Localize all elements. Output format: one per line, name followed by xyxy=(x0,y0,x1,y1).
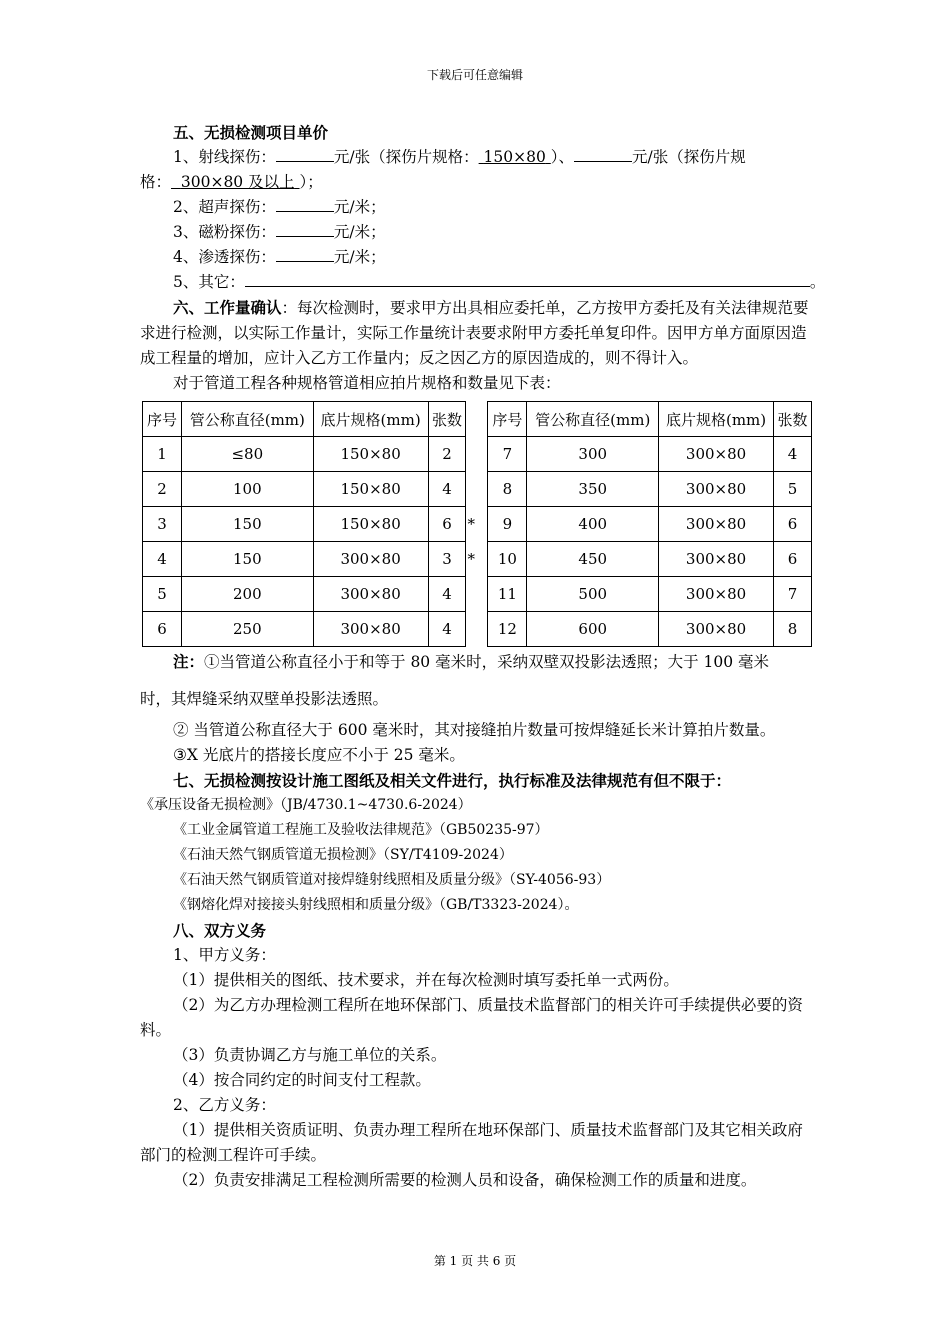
note1-text: ①当管道公称直径小于和等于 80 毫米时，采纳双壁双投影法透照；大于 100 毫米 xyxy=(204,653,770,671)
cell: 3 xyxy=(143,507,182,542)
col-header: 序号 xyxy=(143,402,182,437)
section7-title: 七、无损检测按设计施工图纸及相关文件进行，执行标准及法律规范有但不限于： xyxy=(173,771,732,790)
cell: 4 xyxy=(428,472,466,507)
standard-3: 《石油天然气钢质管道无损检测》（SY/T4109-2024） xyxy=(173,847,513,863)
cell: 300×80 xyxy=(659,612,774,647)
standard-5: 《钢熔化焊对接接头射线照相和质量分级》（GB/T3323-2024）。 xyxy=(173,897,579,913)
cell: 300×80 xyxy=(659,507,774,542)
mark-cell xyxy=(466,577,488,612)
item2-label: 2、超声探伤： xyxy=(173,198,276,216)
partyA-title: 1、甲方义务： xyxy=(173,946,276,964)
item5-line xyxy=(140,270,826,295)
price-blank-ultrasonic xyxy=(276,195,334,212)
cell: 10 xyxy=(488,542,527,577)
standard-2: 《工业金属管道工程施工及验收法律规范》（GB50235-97） xyxy=(173,822,549,838)
table-row xyxy=(143,612,812,647)
cell: 300×80 xyxy=(659,437,774,472)
cell: 4 xyxy=(428,612,466,647)
table-row xyxy=(143,542,812,577)
cell: 9 xyxy=(488,507,527,542)
table-intro: 对于管道工程各种规格管道相应拍片规格和数量见下表： xyxy=(173,374,561,392)
col-header: 管公称直径(mm) xyxy=(181,402,313,437)
unit-sheet: 元/张（探伤片规格： xyxy=(333,148,479,166)
item1-sep: ）、 xyxy=(550,148,575,166)
cell: 7 xyxy=(488,437,527,472)
col-header: 底片规格(mm) xyxy=(659,402,774,437)
mark-cell: * xyxy=(466,507,488,542)
standard-1: 《承压设备无损检测》（JB/4730.1~4730.6-2024） xyxy=(140,797,472,813)
cell: 300×80 xyxy=(313,612,428,647)
section6-text: ：每次检测时，要求甲方出具相应委托单，乙方按甲方委托及有关法律规范要求进行检测，以实际工作量计，实际工作量统计表要求附甲方委托单复印件。因甲方单方面原因造成工程量的增加，应计入乙方工作量内；反之因乙方的原因造成的，则不得计入。 xyxy=(140,299,809,367)
cell: 150×80 xyxy=(313,507,428,542)
mark-cell xyxy=(466,612,488,647)
cell: 300 xyxy=(527,437,659,472)
col-header: 张数 xyxy=(773,402,811,437)
col-header: 底片规格(mm) xyxy=(313,402,428,437)
cell: 350 xyxy=(527,472,659,507)
cell: 5 xyxy=(143,577,182,612)
cell: 5 xyxy=(773,472,811,507)
partyA-item-2: （2）为乙方办理检测工程所在地环保部门、质量技术监督部门的相关许可手续提供必要的资料。 xyxy=(140,996,803,1039)
table-row xyxy=(143,577,812,612)
price-blank-ray-300 xyxy=(574,145,632,162)
col-header: 序号 xyxy=(488,402,527,437)
cell: ≤80 xyxy=(181,437,313,472)
cell: 4 xyxy=(773,437,811,472)
table-row xyxy=(143,472,812,507)
mark-cell: * xyxy=(466,542,488,577)
note1-line2: 时，其焊缝采纳双壁单投影法透照。 xyxy=(140,690,389,708)
cell: 500 xyxy=(527,577,659,612)
item1-cont: 格： xyxy=(140,173,172,191)
mark-cell xyxy=(466,472,488,507)
unit-sheet2: 元/张（探伤片规 xyxy=(632,148,746,166)
price-blank-penetrant xyxy=(276,245,334,262)
cell: 250 xyxy=(181,612,313,647)
cell: 8 xyxy=(773,612,811,647)
cell: 4 xyxy=(143,542,182,577)
col-header: 管公称直径(mm) xyxy=(527,402,659,437)
item3-label: 3、磁粉探伤： xyxy=(173,223,276,241)
item5-label: 5、其它： xyxy=(173,273,245,291)
col-header: 张数 xyxy=(428,402,466,437)
cell: 300×80 xyxy=(313,577,428,612)
note-label: 注： xyxy=(173,652,205,671)
cell: 7 xyxy=(773,577,811,612)
cell: 300×80 xyxy=(659,577,774,612)
cell: 300×80 xyxy=(313,542,428,577)
note3: ③X 光底片的搭接长度应不小于 25 毫米。 xyxy=(173,746,465,764)
cell: 150×80 xyxy=(313,437,428,472)
cell: 1 xyxy=(143,437,182,472)
table-row xyxy=(143,507,812,542)
unit-m: 元/米； xyxy=(333,223,386,241)
item1-end: ）； xyxy=(299,173,323,191)
item5-end: 。 xyxy=(809,273,826,291)
unit-m: 元/米； xyxy=(333,198,386,216)
partyB-title: 2、乙方义务： xyxy=(173,1096,276,1114)
section5-title: 五、无损检测项目单价 xyxy=(173,123,329,142)
cell: 400 xyxy=(527,507,659,542)
page-footer: 第 1 页 共 6 页 xyxy=(433,1254,517,1268)
cell: 8 xyxy=(488,472,527,507)
partyA-item-3: （3）负责协调乙方与施工单位的关系。 xyxy=(173,1046,447,1064)
page-header: 下载后可任意编辑 xyxy=(426,68,523,82)
standard-4: 《石油天然气钢质管道对接焊缝射线照相及质量分级》（SY-4056-93） xyxy=(173,872,611,888)
note2: ② 当管道公称直径大于 600 毫米时，其对接缝拍片数量可按焊缝延长米计算拍片数量。 xyxy=(173,721,776,739)
table-row xyxy=(143,437,812,472)
cell: 200 xyxy=(181,577,313,612)
partyB-item-2: （2）负责安排满足工程检测所需要的检测人员和设备，确保检测工作的质量和进度。 xyxy=(173,1171,757,1189)
mark-cell xyxy=(466,437,488,472)
partyA-item-1: （1）提供相关的图纸、技术要求，并在每次检测时填写委托单一式两份。 xyxy=(173,971,679,989)
item1-line2 xyxy=(140,170,812,195)
cell: 450 xyxy=(527,542,659,577)
item4-line xyxy=(140,245,812,270)
price-blank-ray-150 xyxy=(276,145,334,162)
cell: 3 xyxy=(428,542,466,577)
price-blank-magnetic xyxy=(276,220,334,237)
cell: 6 xyxy=(143,612,182,647)
cell: 4 xyxy=(428,577,466,612)
cell: 300×80 xyxy=(659,472,774,507)
item3-line xyxy=(140,220,812,245)
item4-label: 4、渗透探伤： xyxy=(173,248,276,266)
cell: 12 xyxy=(488,612,527,647)
cell: 150 xyxy=(181,507,313,542)
partyA-item-4: （4）按合同约定的时间支付工程款。 xyxy=(173,1071,431,1089)
cell: 2 xyxy=(428,437,466,472)
cell: 6 xyxy=(773,542,811,577)
cell: 600 xyxy=(527,612,659,647)
section6-title: 六、工作量确认 xyxy=(173,298,282,317)
cell: 2 xyxy=(143,472,182,507)
item1-label: 1、射线探伤： xyxy=(173,148,276,166)
table-header-row xyxy=(143,402,812,437)
unit-m: 元/米； xyxy=(333,248,386,266)
pipe-film-table xyxy=(142,401,812,647)
section6-paragraph xyxy=(140,295,812,371)
cell: 6 xyxy=(773,507,811,542)
note1-line1 xyxy=(140,649,812,675)
item2-line xyxy=(140,195,812,220)
cell: 150 xyxy=(181,542,313,577)
cell: 100 xyxy=(181,472,313,507)
other-blank xyxy=(245,270,810,287)
spec-150: 150×80 xyxy=(483,148,546,166)
section8-title: 八、双方义务 xyxy=(173,921,267,940)
cell: 150×80 xyxy=(313,472,428,507)
item1-line1 xyxy=(140,145,812,170)
spec-300: 300×80 及以上 xyxy=(180,173,295,191)
cell: 300×80 xyxy=(659,542,774,577)
partyB-item-1: （1）提供相关资质证明、负责办理工程所在地环保部门、质量技术监督部门及其它相关政府部门的检测工程许可手续。 xyxy=(140,1121,803,1164)
document-body xyxy=(140,120,826,1193)
cell: 6 xyxy=(428,507,466,542)
cell: 11 xyxy=(488,577,527,612)
mark-cell xyxy=(466,402,488,437)
